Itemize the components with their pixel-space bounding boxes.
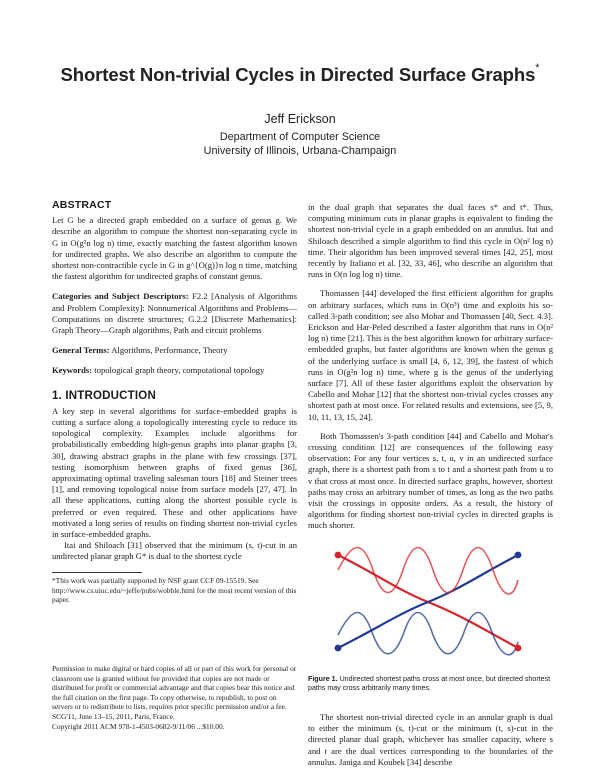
- figure-endpoint-red-start: [335, 552, 342, 559]
- figure-caption-label: Figure 1.: [308, 675, 338, 683]
- copyright-text: Copyright 2011 ACM 978-1-4503-0682-9/11/06 ...$10.00.: [52, 721, 225, 731]
- paper-title: [0, 61, 600, 86]
- author-university: University of Illinois, Urbana-Champaign: [203, 145, 397, 157]
- venue-text: SCG'11, June 13–15, 2011, Paris, France.: [52, 711, 175, 721]
- right-column: [308, 202, 553, 532]
- introduction-paragraph-1: A key step in several algorithms for surface-embedded graphs is cutting a surface along a topologically interesting cycle to reduce its topological complexity. Examples include algorithms for probabilistically embedding high-genus graphs into planar graphs [3, 30], drawing abstract graphs in the plane with few crossings [37], testing isomorphism between graphs of fixed genus [36], approximating optimal traveling salesman tours [18] and Steiner trees [1], and removing topological noise from surface models [27, 47]. In all these applications, cutting along the shortest possible cycle is preferred or even required. These and other applications have motivated a long series of results on finding shortest non-trivial cycles in surface-embedded graphs.: [52, 405, 297, 540]
- figure-endpoint-red-end: [515, 645, 522, 652]
- permission-block: [52, 664, 297, 731]
- keywords-label: Keywords:: [52, 365, 93, 376]
- introduction-paragraph-2: Itai and Shiloach [31] observed that the minimum (s, t)-cut in an undirected planar graph G* is dual to the shortest cycle: [52, 540, 297, 562]
- figure-caption-text: Undirected shortest paths cross at most once, but directed shortest paths may cross arbitrarily many times.: [308, 675, 551, 692]
- right-paragraph-2: Thomassen [44] developed the first efficient algorithm for graphs on arbitrary surfaces, which runs in O(n³) time and exploits his so-called 3-path condition; see also Mohar and Thomassen [40, Sect. 4.3]. Erickson and Har-Peled described a faster algorithm that runs in O(n² log n) time [21]. This is the best algorithm known for arbitrary surface-embedded graphs, but faster algorithms are known when the genus g of the underlying surface is small [4, 6, 12, 39], the fastest of which runs in O(g²n log n) time, where g is the genus of the underlying surface [7]. All of these faster algorithms exploit the observation by Cabello and Mohar [12] that the shortest non-trivial cycles crosses any shortest path at most once. For related results and extensions, see [5, 9, 10, 11, 13, 15, 24].: [308, 288, 553, 422]
- right-paragraph-3: Both Thomassen's 3-path condition [44] and Cabello and Mohar's crossing condition [12] are consequences of the following easy observation: For any four vertices s, t, u, v in an undirected surface graph, there is a shortest path from s to t and a shortest path from u to v that cross at most once. In directed surface graphs, however, shortest paths may cross an arbitrary number of times, as long as the two paths visit the crossings in opposite orders. As a result, the history of algorithms for finding shortest non-trivial cycles in directed graphs is much shorter.: [308, 430, 553, 531]
- permission-text: Permission to make digital or hard copies of all or part of this work for personal or classroom use is granted without fee provided that copies are not made or distributed for profit or commercial advantage and that copies bear this notice and the full citation on the first page. To copy otherwise, to republish, to post on servers or to redistribute to lists, requires prior specific permission and/or a fee.: [52, 664, 297, 712]
- title-footnote-mark: *: [535, 61, 540, 74]
- abstract-heading: ABSTRACT: [52, 199, 112, 211]
- left-column: [52, 200, 297, 563]
- figure-endpoint-blue-start: [335, 645, 342, 652]
- introduction-heading: 1. INTRODUCTION: [52, 389, 156, 402]
- right-paragraph-4: The shortest non-trivial directed cycle in an annular graph is dual to either the minimum (s, t)-cut or the minimum (t, s)-cut in the directed planar dual graph, whichever has smaller capacity, where s and t are the dual vertices corresponding to the boundaries of the annulus. Janiga and Koubek [34] describe: [308, 712, 553, 767]
- general-terms-paragraph: [52, 345, 297, 356]
- figure-endpoint-blue-end: [515, 552, 522, 559]
- categories-paragraph: [52, 291, 297, 336]
- keywords-paragraph: [52, 365, 297, 376]
- categories-label: Categories and Subject Descriptors:: [52, 291, 189, 302]
- footnote-funding: *This work was partially supported by NSF grant CCF 09-15519. See http://www.cs.uiuc.edu/~jeffe/pubs/wobble.html for the most recent version of this paper.: [52, 576, 297, 605]
- author-name: Jeff Erickson: [264, 112, 336, 126]
- general-terms-text: Algorithms, Performance, Theory: [111, 345, 228, 356]
- keywords-text: topological graph theory, computational topology: [94, 365, 265, 376]
- figure-caption: [308, 675, 553, 693]
- footnote-rule: [52, 572, 142, 573]
- abstract-text: Let G be a directed graph embedded on a surface of genus g. We describe an algorithm to compute the shortest non-separating cycle in G in O(g²n log n) time, exactly matching the fastest algorithm known for undirected graphs. We also describe an algorithm to compute the shortest non-contractible cycle in G in g^{O(g)}n log n time, matching the fastest algorithm for undirected graphs of constant genus.: [52, 215, 297, 282]
- author-department: Department of Computer Science: [219, 131, 381, 143]
- right-paragraph-1: in the dual graph that separates the dual faces s* and t*. Thus, computing minimum cuts in planar graphs is equivalent to finding the shortest non-trivial cycle in a graph embedded on an annulus. Itai and Shiloach described a simple algorithm to find this cycle in O(n² log n) time. Their algorithm has been improved several times [42, 25], most recently by Italiano et al. [32, 33, 46], who describe an algorithm that runs in O(n log log n) time.: [308, 202, 553, 280]
- title-text: Shortest Non-trivial Cycles in Directed Surface Graphs: [60, 64, 536, 85]
- categories-text: F2.2 [Analysis of Algorithms and Problem Complexity]: Nonnumerical Algorithms and Problems—Computations on discrete structures; G.2.2 [Discrete Mathematics]: Graph Theory—Graph algorithms, Path and circuit problems: [52, 291, 297, 336]
- general-terms-label: General Terms:: [52, 345, 110, 356]
- figure-crossing-paths: [318, 530, 538, 670]
